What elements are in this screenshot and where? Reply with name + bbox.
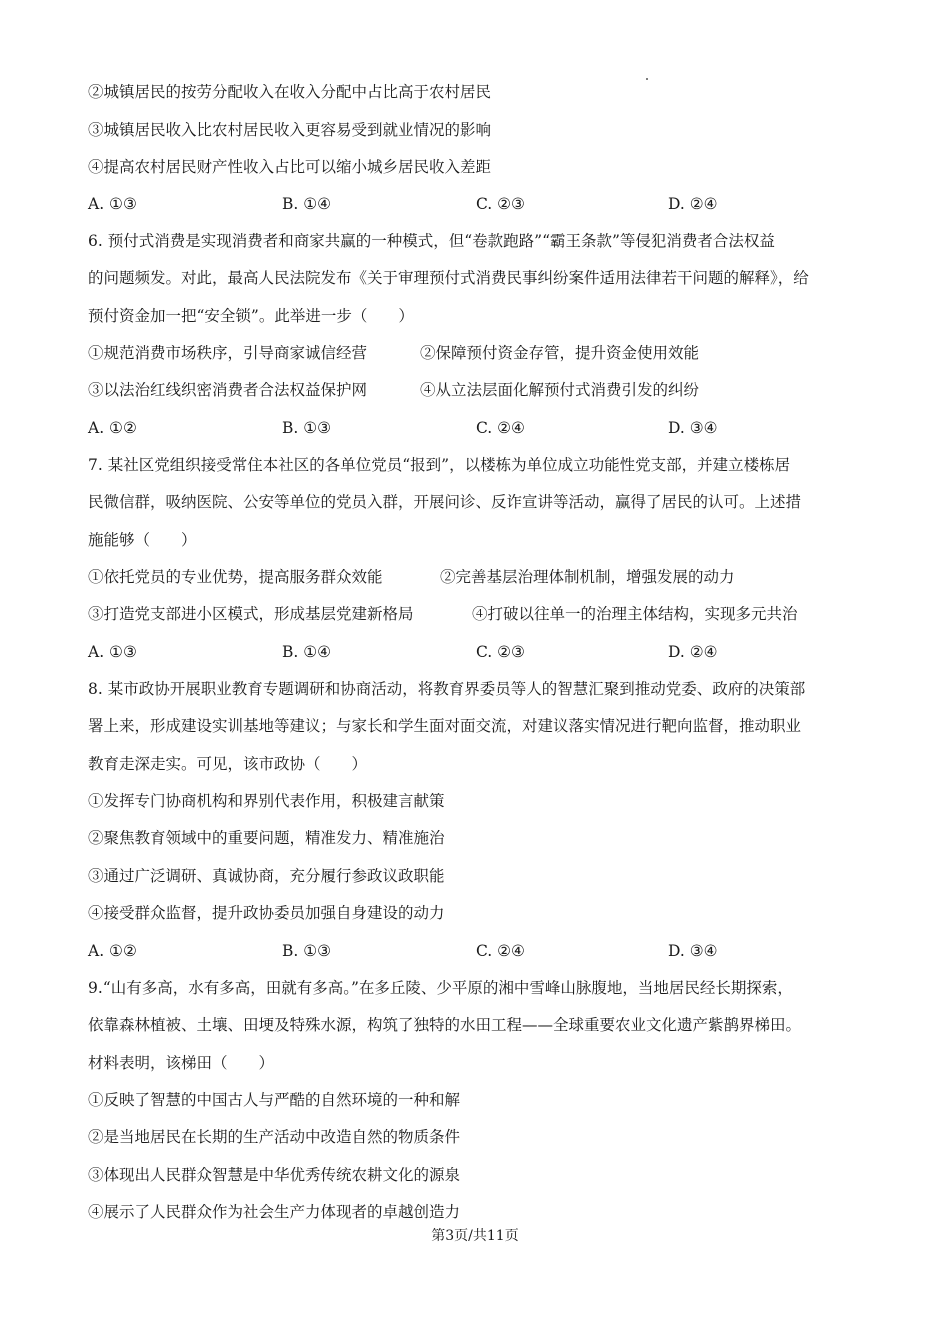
q6-statement-4: ④从立法层面化解预付式消费引发的纠纷 [420,381,700,399]
q6-option-d: D. ③④ [668,419,718,437]
q7-statement-4: ④打破以往单一的治理主体结构，实现多元共治 [472,605,798,623]
q9-statement-1: ①反映了智慧的中国古人与严酷的自然环境的一种和解 [88,1091,461,1109]
q7-option-d: D. ②④ [668,643,718,661]
q6-stem-line-2: 的问题频发。对此，最高人民法院发布《关于审理预付式消费民事纠纷案件适用法律若干问题的解释》，给 [88,269,809,287]
q6-option-c: C. ②④ [476,419,525,437]
q7-option-c: C. ②③ [476,643,525,661]
q8-option-d: D. ③④ [668,942,718,960]
scan-dot [646,78,648,80]
q8-statement-2: ②聚焦教育领域中的重要问题，精准发力、精准施治 [88,829,445,847]
q9-stem-line-2: 依靠森林植被、土壤、田埂及特殊水源，构筑了独特的水田工程——全球重要农业文化遗产紫鹊界梯田。 [88,1016,802,1034]
q7-option-a: A. ①③ [88,643,137,661]
q9-stem-line-1: 9.“山有多高，水有多高，田就有多高。”在多丘陵、少平原的湘中雪峰山脉腹地，当地居民经长期探索， [88,979,793,997]
q5-option-c: C. ②③ [476,195,525,213]
q6-option-a: A. ①② [88,419,137,437]
q5-option-d: D. ②④ [668,195,718,213]
q5-statement-2: ②城镇居民的按劳分配收入在收入分配中占比高于农村居民 [88,83,492,101]
q8-option-b: B. ①③ [282,942,332,960]
q8-statement-1: ①发挥专门协商机构和界别代表作用，积极建言献策 [88,792,445,810]
q9-stem-line-3: 材料表明，该梯田（ ） [88,1054,275,1072]
q7-stem-line-2: 民微信群，吸纳医院、公安等单位的党员入群，开展问诊、反诈宣讲等活动，赢得了居民的认可。上述措 [88,493,802,511]
q7-stem-line-3: 施能够（ ） [88,531,197,549]
q5-option-b: B. ①④ [282,195,332,213]
q8-statement-3: ③通过广泛调研、真诚协商，充分履行参政议政职能 [88,867,445,885]
q9-statement-2: ②是当地居民在长期的生产活动中改造自然的物质条件 [88,1128,461,1146]
q6-option-b: B. ①③ [282,419,332,437]
q8-stem-line-3: 教育走深走实。可见，该市政协（ ） [88,755,368,773]
q8-option-c: C. ②④ [476,942,525,960]
q7-statement-2: ②完善基层治理体制机制，增强发展的动力 [440,568,735,586]
q8-stem-line-1: 8. 某市政协开展职业教育专题调研和协商活动，将教育界委员等人的智慧汇聚到推动党委、政府的决策部 [88,680,806,698]
q9-statement-4: ④展示了人民群众作为社会生产力体现者的卓越创造力 [88,1203,461,1221]
q6-statement-2: ②保障预付资金存管，提升资金使用效能 [420,344,700,362]
q6-statement-3: ③以法治红线织密消费者合法权益保护网 [88,381,368,399]
q5-statement-3: ③城镇居民收入比农村居民收入更容易受到就业情况的影响 [88,121,492,139]
q8-option-a: A. ①② [88,942,137,960]
q5-option-a: A. ①③ [88,195,137,213]
q7-statement-3: ③打造党支部进小区模式，形成基层党建新格局 [88,605,414,623]
q6-stem-line-1: 6. 预付式消费是实现消费者和商家共赢的一种模式，但“卷款跑路”“霸王条款”等侵犯消费者合法权益 [88,232,775,250]
q9-statement-3: ③体现出人民群众智慧是中华优秀传统农耕文化的源泉 [88,1166,461,1184]
q5-statement-4: ④提高农村居民财产性收入占比可以缩小城乡居民收入差距 [88,158,492,176]
q7-option-b: B. ①④ [282,643,332,661]
q8-statement-4: ④接受群众监督，提升政协委员加强自身建设的动力 [88,904,445,922]
q6-stem-line-3: 预付资金加一把“安全锁”。此举进一步（ ） [88,307,414,325]
q7-statement-1: ①依托党员的专业优势，提高服务群众效能 [88,568,383,586]
q7-stem-line-1: 7. 某社区党组织接受常住本社区的各单位党员“报到”，以楼栋为单位成立功能性党支部，并建立楼栋居 [88,456,791,474]
page-footer: 第3页/共11页 [431,1228,519,1244]
q8-stem-line-2: 署上来，形成建设实训基地等建议；与家长和学生面对面交流，对建议落实情况进行靶向监督，推动职业 [88,717,802,735]
q6-statement-1: ①规范消费市场秩序，引导商家诚信经营 [88,344,368,362]
